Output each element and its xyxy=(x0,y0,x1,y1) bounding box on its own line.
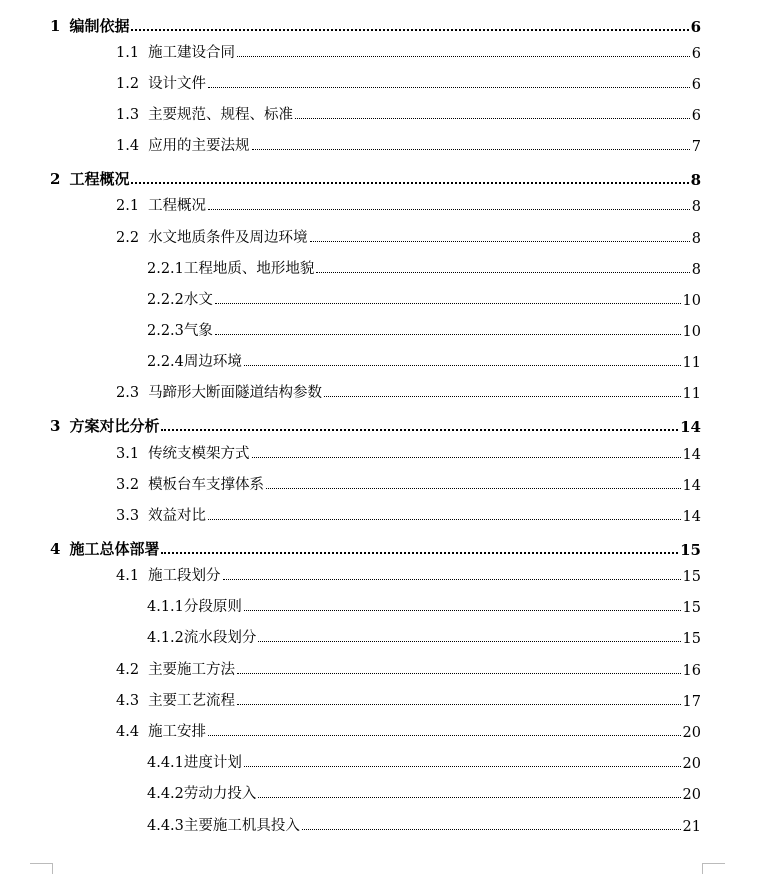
toc-entry-4-4-3[interactable] xyxy=(147,813,701,835)
toc-page-number: 10 xyxy=(682,324,701,340)
toc-number: 1.1 xyxy=(116,45,140,61)
toc-number: 3.2 xyxy=(116,477,140,493)
toc-page-number: 20 xyxy=(682,787,701,803)
dot-leader xyxy=(161,552,678,554)
toc-number: 1.4 xyxy=(116,138,140,154)
toc-number: 3.1 xyxy=(116,446,140,462)
dot-leader xyxy=(244,766,681,767)
toc-title: 主要工艺流程 xyxy=(148,693,236,709)
toc-page-number: 6 xyxy=(691,46,701,62)
dot-leader xyxy=(237,673,680,674)
dot-leader xyxy=(258,641,680,642)
dot-leader xyxy=(131,29,688,31)
toc-title: 劳动力投入 xyxy=(183,786,257,802)
toc-number: 4.4.1 xyxy=(147,755,184,771)
toc-title: 工程地质、地形地貌 xyxy=(183,261,315,277)
toc-number: 1.3 xyxy=(116,107,140,123)
toc-number: 2.2 xyxy=(116,230,140,246)
toc-page-number: 11 xyxy=(682,386,701,402)
toc-entry-2[interactable] xyxy=(50,167,701,189)
toc-title: 水文地质条件及周边环境 xyxy=(148,230,308,246)
toc-entry-1-3[interactable] xyxy=(116,102,701,124)
toc-title: 效益对比 xyxy=(148,508,207,524)
dot-leader xyxy=(161,429,678,431)
toc-page-number: 15 xyxy=(682,631,701,647)
toc-number: 4.3 xyxy=(116,693,140,709)
dot-leader xyxy=(131,182,688,184)
toc-number: 2.2.4 xyxy=(147,354,184,370)
toc-title: 工程概况 xyxy=(148,198,207,214)
toc-page-number: 7 xyxy=(691,139,701,155)
toc-page-number: 6 xyxy=(690,18,701,36)
toc-entry-1-1[interactable] xyxy=(116,40,701,62)
toc-number: 1 xyxy=(50,17,61,35)
toc-title: 气象 xyxy=(183,323,213,339)
toc-number: 3.3 xyxy=(116,508,140,524)
dot-leader xyxy=(258,797,680,798)
dot-leader xyxy=(208,87,690,88)
toc-title: 流水段划分 xyxy=(183,630,257,646)
toc-title: 设计文件 xyxy=(148,76,207,92)
toc-page-number: 8 xyxy=(690,171,701,189)
page-corner-mark-left xyxy=(30,863,53,874)
toc-number: 2.2.2 xyxy=(147,292,184,308)
toc-entry-4-4-2[interactable] xyxy=(147,781,701,803)
page-corner-mark-right xyxy=(702,863,725,874)
dot-leader xyxy=(237,704,680,705)
toc-title: 编制依据 xyxy=(69,17,130,35)
toc-entry-1-4[interactable] xyxy=(116,133,701,155)
toc-title: 主要施工方法 xyxy=(148,662,236,678)
toc-page-number: 14 xyxy=(682,478,701,494)
toc-page-number: 20 xyxy=(682,756,701,772)
toc-entry-2-2-4[interactable] xyxy=(147,349,701,371)
toc-page-number: 8 xyxy=(691,231,701,247)
toc-entry-2-2-2[interactable] xyxy=(147,287,701,309)
toc-entry-4-4[interactable] xyxy=(116,719,701,741)
toc-entry-1[interactable] xyxy=(50,14,701,36)
toc-title: 方案对比分析 xyxy=(69,417,160,435)
toc-entry-2-2-1[interactable] xyxy=(147,256,701,278)
toc-page-number: 14 xyxy=(682,509,701,525)
toc-number: 4 xyxy=(50,540,61,558)
dot-leader xyxy=(252,457,681,458)
toc-number: 4.4 xyxy=(116,724,140,740)
toc-entry-4-2[interactable] xyxy=(116,657,701,679)
dot-leader xyxy=(208,735,680,736)
toc-page-number: 11 xyxy=(682,355,701,371)
toc-page-number: 21 xyxy=(682,819,701,835)
toc-entry-3-1[interactable] xyxy=(116,441,701,463)
toc-number: 4.4.3 xyxy=(147,818,184,834)
toc-number: 2.1 xyxy=(116,198,140,214)
toc-page-number: 20 xyxy=(682,725,701,741)
toc-title: 应用的主要法规 xyxy=(148,138,250,154)
toc-number: 4.2 xyxy=(116,662,140,678)
toc-page-number: 15 xyxy=(680,541,701,559)
toc-page-number: 16 xyxy=(682,663,701,679)
dot-leader xyxy=(244,365,681,366)
dot-leader xyxy=(252,149,690,150)
toc-page-number: 14 xyxy=(680,418,701,436)
dot-leader xyxy=(266,488,680,489)
toc-number: 3 xyxy=(50,417,61,435)
toc-page-number: 6 xyxy=(691,77,701,93)
toc-title: 施工安排 xyxy=(148,724,207,740)
toc-number: 1.2 xyxy=(116,76,140,92)
toc-page-number: 17 xyxy=(682,694,701,710)
toc-entry-4-1-2[interactable] xyxy=(147,625,701,647)
toc-page-number: 10 xyxy=(682,293,701,309)
dot-leader xyxy=(324,396,680,397)
toc-entry-3-2[interactable] xyxy=(116,472,701,494)
toc-title: 传统支模架方式 xyxy=(148,446,250,462)
dot-leader xyxy=(302,829,681,830)
toc-number: 2.2.3 xyxy=(147,323,184,339)
toc-title: 工程概况 xyxy=(69,170,130,188)
toc-page-number: 15 xyxy=(682,600,701,616)
dot-leader xyxy=(208,519,680,520)
dot-leader xyxy=(310,241,690,242)
toc-number: 2.2.1 xyxy=(147,261,184,277)
toc-entry-1-2[interactable] xyxy=(116,71,701,93)
dot-leader xyxy=(244,610,681,611)
toc-title: 水文 xyxy=(183,292,213,308)
toc-number: 2.3 xyxy=(116,385,140,401)
dot-leader xyxy=(223,579,681,580)
toc-title: 主要施工机具投入 xyxy=(183,818,300,834)
toc-entry-2-1[interactable] xyxy=(116,193,701,215)
dot-leader xyxy=(316,272,689,273)
toc-title: 主要规范、规程、标准 xyxy=(148,107,294,123)
toc-entry-4-3[interactable] xyxy=(116,688,701,710)
toc-title: 施工段划分 xyxy=(148,568,221,584)
toc-entry-4-1[interactable] xyxy=(116,563,701,585)
toc-page-number: 15 xyxy=(682,569,701,585)
toc-title: 施工建设合同 xyxy=(148,45,236,61)
toc-number: 4.4.2 xyxy=(147,786,184,802)
dot-leader xyxy=(208,209,690,210)
toc-entry-4-1-1[interactable] xyxy=(147,594,701,616)
toc-number: 4.1 xyxy=(116,568,140,584)
toc-page-number: 8 xyxy=(691,199,701,215)
toc-entry-2-3[interactable] xyxy=(116,380,701,402)
toc-entry-3-3[interactable] xyxy=(116,503,701,525)
toc-page-number: 8 xyxy=(691,262,701,278)
toc-page-number: 6 xyxy=(691,108,701,124)
toc-entry-3[interactable] xyxy=(50,414,701,436)
toc-title: 马蹄形大断面隧道结构参数 xyxy=(148,385,323,401)
toc-title: 周边环境 xyxy=(183,354,242,370)
toc-entry-4[interactable] xyxy=(50,537,701,559)
toc-page-number: 14 xyxy=(682,447,701,463)
toc-title: 分段原则 xyxy=(183,599,242,615)
toc-title: 模板台车支撑体系 xyxy=(148,477,265,493)
toc-title: 施工总体部署 xyxy=(69,540,160,558)
toc-number: 2 xyxy=(50,170,61,188)
toc-title: 进度计划 xyxy=(183,755,242,771)
toc-number: 4.1.2 xyxy=(147,630,184,646)
toc-entry-2-2-3[interactable] xyxy=(147,318,701,340)
dot-leader xyxy=(295,118,690,119)
dot-leader xyxy=(215,334,681,335)
toc-entry-4-4-1[interactable] xyxy=(147,750,701,772)
dot-leader xyxy=(215,303,681,304)
dot-leader xyxy=(237,56,690,57)
toc-entry-2-2[interactable] xyxy=(116,225,701,247)
toc-number: 4.1.1 xyxy=(147,599,184,615)
